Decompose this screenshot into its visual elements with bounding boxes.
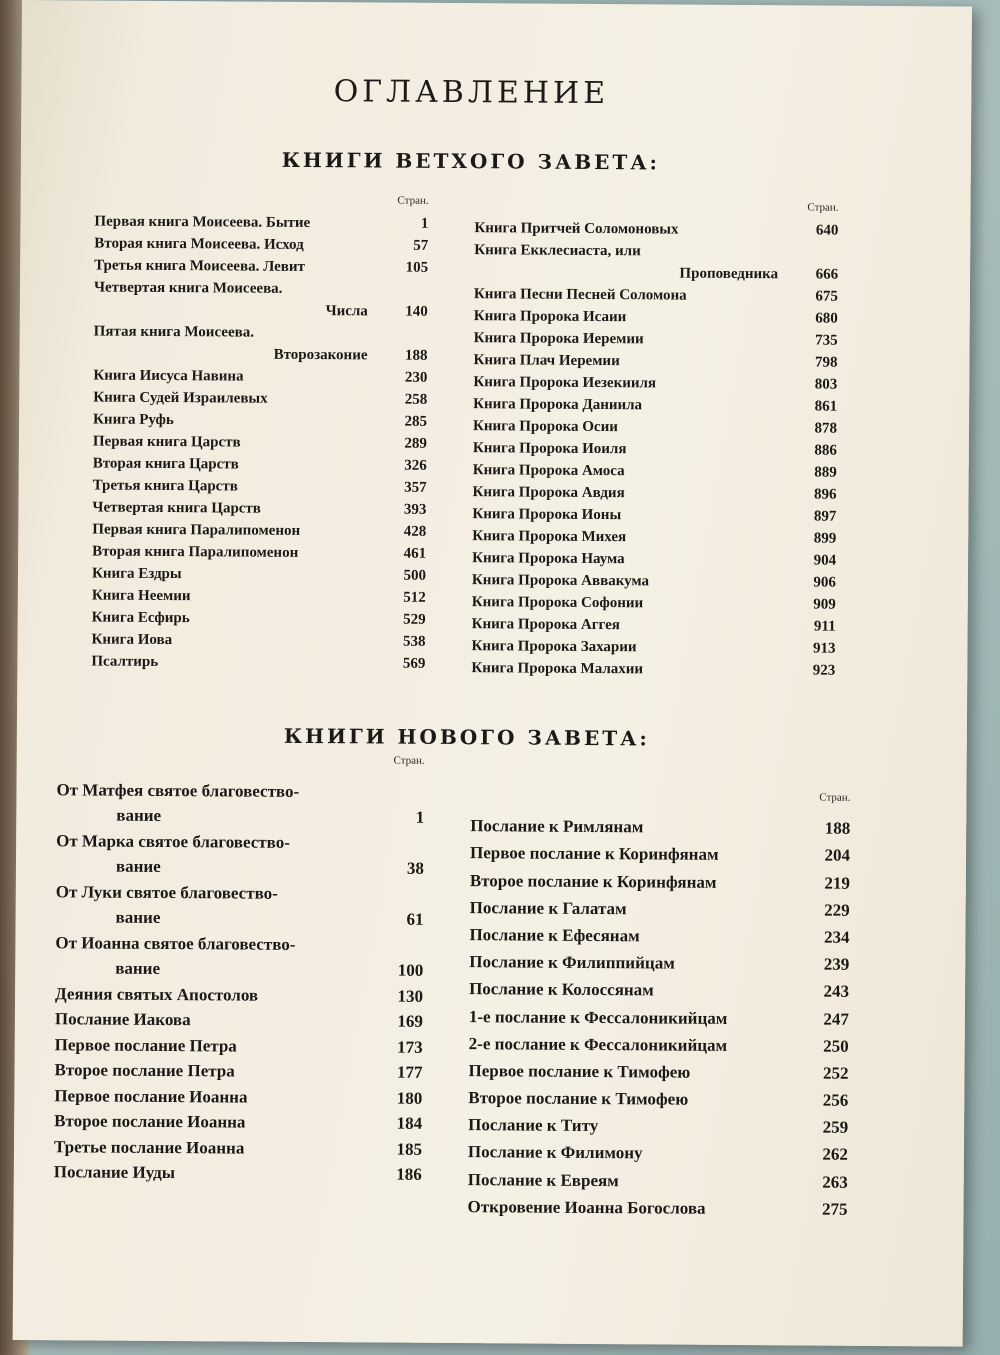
entry-title: Вторая книга Паралипоменон — [92, 543, 299, 561]
entry-title: Первая книга Паралипоменон — [92, 521, 301, 539]
page-label: Стран. — [393, 754, 425, 767]
toc-entry — [469, 972, 849, 1002]
entry-title: Книга Пророка Амоса — [472, 462, 625, 480]
toc-entry — [470, 836, 850, 866]
entry-page-number: 258 — [404, 391, 428, 408]
old-testament-heading: КНИГИ ВЕТХОГО ЗАВЕТА: — [281, 147, 661, 175]
toc-entry — [56, 902, 424, 930]
entry-title: Третья книга Моисеева. Левит — [94, 257, 305, 275]
toc-entry — [94, 231, 428, 255]
entry-page-number: 538 — [402, 633, 426, 650]
entry-page-number: 239 — [823, 954, 850, 974]
entry-page-number: 177 — [396, 1062, 423, 1082]
toc-entry — [468, 1081, 848, 1111]
entry-title: вание — [116, 805, 162, 825]
entry-page-number: 262 — [822, 1145, 849, 1165]
entry-title: Книга Пророка Даниила — [473, 396, 643, 414]
toc-entry — [54, 1106, 422, 1134]
book-page — [13, 0, 972, 1347]
entry-title: Первая книга Царств — [92, 433, 241, 451]
toc-entry — [474, 281, 838, 306]
entry-page-number: 100 — [397, 960, 424, 980]
toc-entry — [93, 363, 427, 387]
ot-right-column — [471, 199, 838, 680]
entry-page-number: 250 — [823, 1036, 849, 1056]
entry-page-number: 275 — [822, 1199, 848, 1219]
toc-entry — [473, 347, 837, 372]
entry-page-number: 640 — [815, 222, 839, 239]
toc-entry — [93, 429, 427, 453]
entry-title: Первое послание Петра — [54, 1034, 237, 1056]
entry-page-number: 188 — [824, 818, 851, 838]
entry-title: Книга Екклесиаста, или — [474, 242, 641, 260]
entry-page-number: 569 — [402, 655, 426, 672]
entry-page-number: 259 — [822, 1117, 849, 1138]
entry-title: Книга Пророка Михея — [472, 528, 627, 546]
page-label: Стран. — [819, 791, 851, 804]
entry-page-number: 393 — [403, 501, 427, 518]
entry-title: Второе послание к Тимофею — [468, 1088, 689, 1109]
toc-entry — [94, 253, 428, 277]
entry-title: Книга Пророка Захарии — [471, 638, 637, 656]
toc-entry — [92, 605, 426, 629]
toc-entry — [92, 539, 426, 563]
entry-title: Первое послание к Тимофею — [468, 1061, 691, 1082]
entry-title: Книга Ездры — [91, 565, 182, 583]
toc-entry — [472, 567, 836, 592]
entry-title: Послание к Евреям — [467, 1169, 619, 1190]
toc-entry — [94, 209, 428, 233]
entry-page-number: 252 — [822, 1063, 849, 1083]
entry-page-number: 906 — [813, 574, 837, 591]
entry-title: вание — [115, 856, 161, 876]
entry-page-number: 57 — [413, 237, 429, 254]
toc-entry — [56, 800, 424, 828]
toc-entry — [93, 407, 427, 431]
toc-entry — [94, 297, 428, 321]
entry-page-number: 263 — [822, 1172, 848, 1192]
toc-entry — [56, 851, 424, 879]
toc-entry — [54, 1080, 422, 1108]
toc-entry — [471, 633, 835, 658]
entry-page-number: 889 — [814, 464, 837, 481]
toc-entry — [54, 1157, 422, 1185]
entry-page-number: 803 — [814, 376, 838, 393]
entry-title: вание — [115, 907, 161, 927]
toc-entry — [92, 495, 426, 519]
toc-entry — [55, 1004, 423, 1032]
entry-page-number: 173 — [397, 1037, 423, 1057]
toc-entry — [472, 589, 836, 614]
toc-entry — [473, 435, 837, 460]
toc-entry — [468, 1163, 848, 1193]
toc-entry — [92, 517, 426, 541]
entry-title: Книга Пророка Аввакума — [471, 572, 650, 590]
entry-title: Книга Пророка Иеремии — [473, 330, 644, 348]
entry-page-number: 229 — [824, 900, 850, 920]
entry-title: Деяния святых Апостолов — [55, 983, 259, 1005]
entry-title: Книга Пророка Наума — [472, 550, 625, 568]
toc-entry — [469, 1027, 849, 1057]
entry-page-number: 130 — [397, 986, 424, 1006]
entry-title: Книга Иисуса Навина — [93, 367, 244, 385]
toc-entry — [55, 1029, 423, 1057]
entry-title: Второе послание к Коринфянам — [469, 870, 717, 892]
entry-title: Послание к Ефесянам — [469, 925, 640, 946]
entry-page-number: 184 — [396, 1113, 423, 1133]
toc-entry — [468, 1190, 848, 1220]
entry-page-number: 38 — [406, 858, 425, 878]
entry-title: Книга Пророка Ионы — [472, 506, 622, 524]
toc-entry — [91, 627, 425, 651]
toc-entry — [469, 945, 849, 975]
toc-entry — [92, 583, 426, 607]
toc-entry — [55, 953, 423, 981]
entry-page-number: 680 — [815, 310, 838, 327]
toc-entry — [473, 369, 837, 394]
entry-title: Книга Судей Израилевых — [93, 389, 268, 407]
entry-title: Книга Руфь — [93, 411, 174, 429]
entry-title: Второзаконие — [273, 346, 368, 364]
entry-page-number: 256 — [822, 1090, 849, 1110]
entry-page-number: 428 — [403, 523, 427, 540]
toc-entry — [472, 523, 836, 548]
entry-page-number: 219 — [824, 873, 850, 893]
entry-page-number: 911 — [813, 618, 836, 635]
toc-entry — [474, 325, 838, 350]
entry-title: Псалтирь — [91, 653, 159, 670]
toc-entry — [470, 891, 850, 921]
toc-entry — [468, 1135, 848, 1165]
entry-page-number: 878 — [814, 420, 838, 437]
entry-title: Числа — [325, 303, 368, 320]
entry-page-number: 140 — [405, 303, 428, 320]
entry-title: Первое послание к Коринфянам — [469, 843, 719, 865]
entry-title: Послание к Колоссянам — [469, 979, 654, 1000]
toc-entry — [92, 561, 426, 585]
entry-page-number: 886 — [814, 442, 837, 459]
entry-title: Четвертая книга Моисеева. — [93, 279, 283, 297]
entry-title: Книга Притчей Соломоновых — [474, 220, 679, 238]
entry-title: Книга Пророка Осии — [472, 418, 618, 436]
entry-title: Второе послание Петра — [54, 1060, 235, 1081]
entry-page-number: 798 — [814, 354, 838, 371]
entry-title: Книга Пророка Иоиля — [472, 440, 627, 458]
toc-entry — [468, 1054, 848, 1084]
entry-page-number: 204 — [824, 845, 851, 866]
toc-entry — [472, 545, 836, 570]
entry-page-number: 230 — [404, 369, 428, 386]
toc-entry — [470, 864, 850, 894]
toc-entry — [473, 479, 837, 504]
entry-page-number: 913 — [812, 640, 836, 657]
entry-title: Пятая книга Моисеева. — [93, 323, 255, 341]
entry-page-number: 735 — [815, 332, 838, 349]
entry-page-number: 904 — [813, 552, 837, 569]
toc-entry — [468, 1108, 848, 1138]
entry-title: Послание Иакова — [54, 1009, 191, 1030]
entry-title: Книга Пророка Софонии — [471, 594, 644, 612]
entry-title: Книга Пророка Исаии — [473, 308, 627, 326]
entry-title: Книга Пророка Малахии — [471, 660, 644, 678]
entry-page-number: 899 — [813, 530, 837, 547]
toc-entry — [472, 611, 836, 636]
toc-entry — [471, 655, 835, 680]
entry-title: Второе послание Иоанна — [54, 1111, 246, 1132]
entry-page-number: 180 — [396, 1088, 423, 1108]
entry-page-number: 675 — [815, 288, 839, 305]
toc-entry — [55, 927, 423, 955]
entry-page-number: 500 — [403, 567, 427, 584]
entry-page-number: 326 — [404, 457, 427, 474]
nt-left-column — [54, 752, 425, 1185]
toc-entry — [474, 237, 838, 262]
entry-page-number: 243 — [823, 981, 850, 1002]
entry-title: Книга Пророка Иезекииля — [473, 374, 657, 392]
entry-title: Послание Иуды — [53, 1162, 176, 1183]
toc-entry — [93, 451, 427, 475]
toc-entry — [469, 918, 849, 948]
entry-page-number: 185 — [396, 1139, 423, 1159]
toc-entry — [469, 999, 849, 1029]
toc-entry — [470, 809, 850, 839]
entry-title: Послание к Римлянам — [470, 816, 644, 837]
toc-entry — [56, 774, 424, 802]
entry-title: Книга Пророка Авдия — [472, 484, 625, 502]
entry-title: Послание к Галатам — [469, 897, 627, 918]
toc-entry — [54, 1131, 422, 1159]
toc-entry — [94, 275, 428, 299]
entry-title: Книга Неемии — [91, 587, 191, 605]
toc-entry — [93, 385, 427, 409]
entry-title: вание — [115, 958, 161, 978]
entry-page-number: 188 — [404, 347, 428, 364]
entry-page-number: 1 — [415, 807, 425, 827]
entry-title: Третья книга Царств — [92, 477, 238, 495]
entry-page-number: 461 — [403, 545, 427, 562]
entry-title: Вторая книга Царств — [92, 455, 239, 473]
entry-title: Книга Иова — [91, 631, 173, 649]
entry-page-number: 666 — [815, 266, 839, 283]
entry-page-number: 247 — [823, 1009, 849, 1029]
toc-entry — [94, 319, 428, 343]
entry-title: Первая книга Моисеева. Бытие — [94, 213, 311, 232]
toc-entry — [474, 215, 838, 240]
toc-entry — [56, 876, 424, 904]
toc-entry — [472, 501, 836, 526]
entry-page-number: 234 — [823, 927, 850, 947]
entry-title: Книга Плач Иеремии — [473, 352, 620, 370]
entry-title: 2-е послание к Фессалоникийцам — [468, 1033, 728, 1055]
ot-left-column — [91, 193, 428, 673]
entry-title: От Иоанна святое благовество- — [55, 932, 296, 954]
entry-title: Книга Есфирь — [91, 609, 190, 627]
entry-page-number: 529 — [403, 611, 426, 628]
entry-title: 1-е послание к Фессалоникийцам — [468, 1006, 728, 1028]
toc-entry — [93, 341, 427, 365]
toc-entry — [474, 259, 838, 284]
entry-title: Первое послание Иоанна — [54, 1085, 248, 1107]
nt-right-column — [468, 789, 851, 1219]
entry-page-number: 169 — [397, 1011, 423, 1031]
page-label: Стран. — [397, 194, 429, 207]
entry-page-number: 896 — [814, 486, 837, 503]
entry-page-number: 861 — [814, 398, 838, 415]
entry-title: От Луки святое благовество- — [55, 881, 278, 903]
entry-page-number: 105 — [405, 259, 429, 276]
entry-title: Откровение Иоанна Богослова — [467, 1196, 706, 1218]
toc-entry — [54, 1055, 422, 1083]
entry-title: Книга Песни Песней Соломона — [473, 286, 687, 304]
toc-entry — [93, 473, 427, 497]
entry-title: От Матфея святое благовество- — [56, 779, 300, 801]
entry-title: Четвертая книга Царств — [92, 499, 261, 517]
entry-page-number: 512 — [403, 589, 426, 606]
toc-entry — [56, 825, 424, 853]
entry-page-number: 897 — [813, 508, 837, 525]
entry-page-number: 289 — [404, 435, 427, 452]
entry-page-number: 61 — [406, 909, 424, 929]
entry-page-number: 1 — [420, 215, 429, 232]
page-title: ОГЛАВЛЕНИЕ — [333, 74, 610, 112]
entry-title: Послание к Филимону — [467, 1142, 643, 1163]
entry-page-number: 923 — [812, 662, 836, 679]
entry-page-number: 357 — [404, 479, 427, 496]
entry-page-number: 909 — [813, 596, 836, 613]
toc-entry — [473, 457, 837, 482]
new-testament-heading: КНИГИ НОВОГО ЗАВЕТА: — [283, 723, 650, 751]
entry-title: Послание к Титу — [468, 1115, 599, 1136]
entry-title: Третье послание Иоанна — [53, 1136, 245, 1158]
entry-page-number: 186 — [396, 1164, 422, 1184]
page-label: Стран. — [807, 201, 839, 214]
toc-entry — [55, 978, 423, 1006]
toc-entry — [91, 649, 425, 673]
entry-title: Книга Пророка Аггея — [471, 616, 620, 634]
toc-entry — [473, 391, 837, 416]
entry-title: Вторая книга Моисеева. Исход — [94, 235, 304, 253]
toc-entry — [474, 303, 838, 328]
entry-title: От Марка святое благовество- — [56, 830, 290, 852]
toc-entry — [473, 413, 837, 438]
entry-page-number: 285 — [404, 413, 428, 430]
entry-title: Проповедника — [679, 265, 779, 283]
entry-title: Послание к Филиппийцам — [469, 952, 675, 973]
